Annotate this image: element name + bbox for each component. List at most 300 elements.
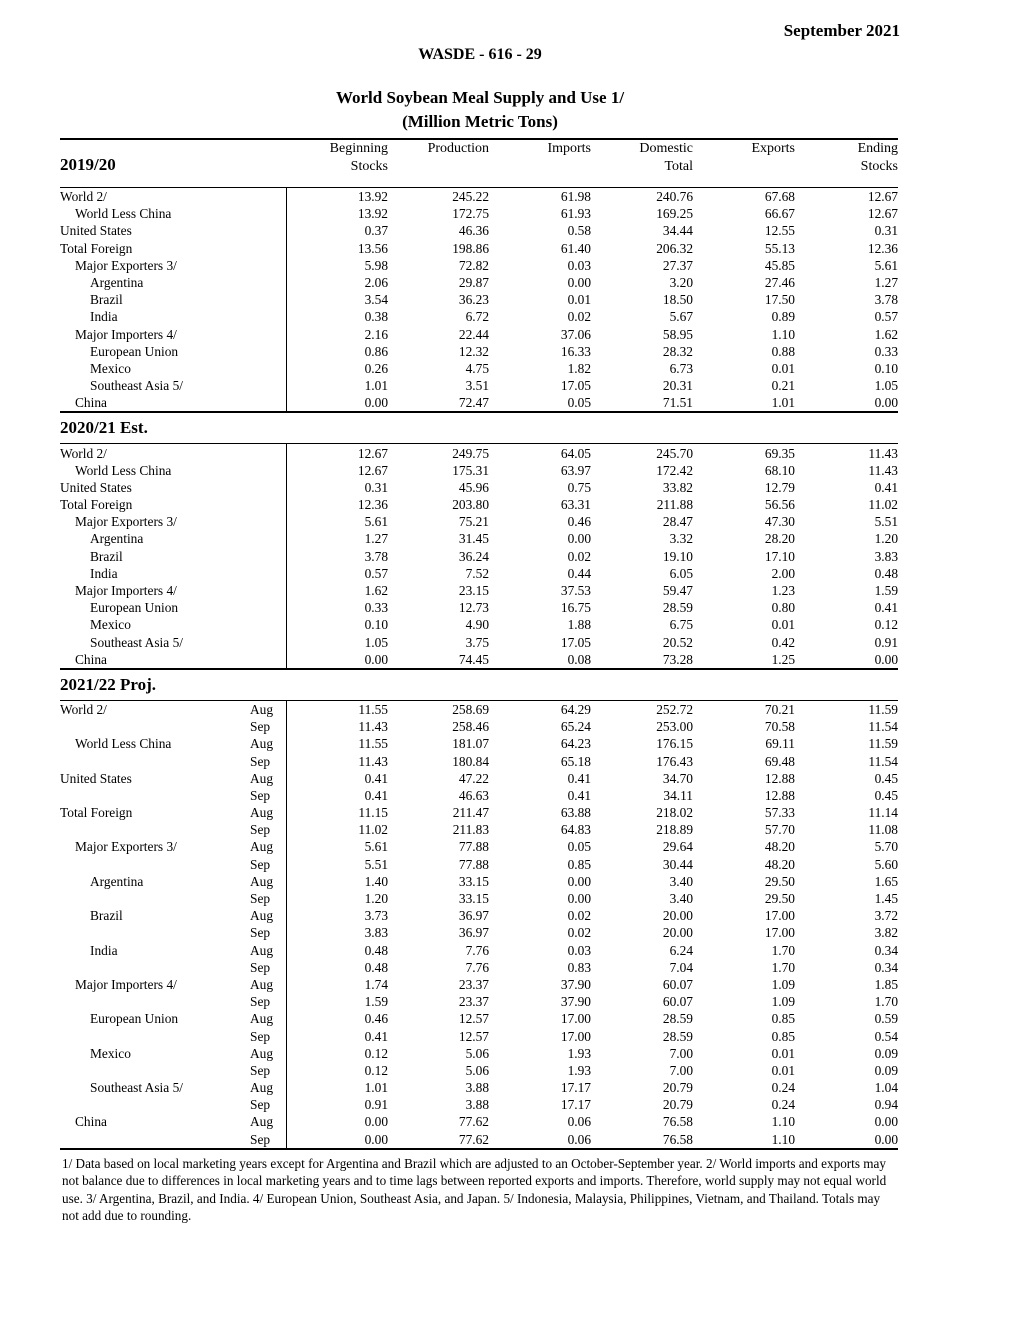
row-month [248, 394, 286, 412]
row-label: European Union [90, 600, 179, 616]
row-label: Major Exporters 3/ [75, 839, 177, 855]
row-label: Brazil [90, 548, 123, 564]
value-cell: 0.80 [771, 600, 796, 616]
row-month [248, 496, 286, 513]
value-cell: 0.57 [286, 565, 388, 582]
row-month [248, 188, 286, 206]
value-cell: 0.41 [286, 770, 388, 787]
value-cell: 0.00 [567, 275, 592, 291]
value-cell: 55.13 [764, 240, 796, 256]
row-month [248, 326, 286, 343]
table-row [60, 752, 898, 769]
row-month: Aug [250, 1011, 274, 1027]
value-cell: 0.45 [874, 787, 899, 803]
table-row [60, 924, 898, 941]
value-cell: 23.37 [458, 994, 490, 1010]
value-cell: 1.70 [771, 959, 796, 975]
row-label: Brazil [90, 292, 123, 308]
value-cell: 77.88 [458, 839, 490, 855]
value-cell: 0.54 [874, 1028, 899, 1044]
value-cell: 64.23 [560, 736, 592, 752]
row-label: Mexico [90, 360, 131, 376]
value-cell: 7.76 [465, 959, 490, 975]
value-cell: 1.74 [286, 976, 388, 993]
value-cell: 75.21 [458, 514, 490, 530]
row-label: India [90, 942, 118, 958]
row-month: Sep [250, 925, 271, 941]
value-cell: 22.44 [458, 326, 490, 342]
column-header [591, 140, 693, 188]
table-row [60, 360, 898, 377]
value-cell: 218.02 [656, 805, 694, 821]
value-cell: 12.67 [286, 462, 388, 479]
value-cell: 34.11 [663, 787, 694, 803]
value-cell: 46.63 [458, 787, 490, 803]
value-cell: 12.79 [764, 479, 796, 495]
value-cell: 17.10 [764, 548, 796, 564]
table-row [60, 1113, 898, 1130]
row-label: World 2/ [60, 700, 248, 718]
value-cell: 1.45 [874, 891, 899, 907]
row-label: Major Exporters 3/ [75, 257, 177, 273]
value-cell: 59.47 [662, 583, 694, 599]
row-month [248, 222, 286, 239]
table-row [60, 1027, 898, 1044]
value-cell: 11.54 [868, 719, 899, 735]
value-cell: 11.08 [868, 822, 899, 838]
value-cell: 28.32 [662, 343, 694, 359]
value-cell: 7.00 [669, 1062, 694, 1078]
value-cell: 11.54 [868, 753, 899, 769]
row-label: United States [60, 770, 132, 786]
value-cell: 33.82 [662, 479, 694, 495]
row-label: Mexico [90, 1045, 131, 1061]
table-row [60, 1010, 898, 1027]
row-label: Total Foreign [60, 497, 133, 513]
value-cell: 0.41 [567, 770, 592, 786]
value-cell: 36.97 [458, 908, 490, 924]
value-cell: 69.35 [693, 444, 795, 462]
value-cell: 77.62 [458, 1114, 490, 1130]
value-cell: 0.41 [874, 479, 899, 495]
table-row [60, 821, 898, 838]
table-row [60, 308, 898, 325]
value-cell: 61.40 [560, 240, 592, 256]
value-cell: 3.83 [874, 548, 899, 564]
column-header [489, 140, 591, 188]
value-cell: 76.58 [662, 1114, 694, 1130]
row-month: Aug [250, 1080, 274, 1096]
value-cell: 29.87 [458, 275, 490, 291]
table-row [60, 856, 898, 873]
title-line-2: (Million Metric Tons) [402, 112, 558, 131]
value-cell: 20.79 [662, 1080, 694, 1096]
value-cell: 60.07 [662, 976, 694, 992]
value-cell: 56.56 [764, 497, 796, 513]
row-month [248, 377, 286, 394]
table-row [60, 188, 898, 206]
table-row [60, 326, 898, 343]
value-cell: 16.33 [560, 343, 592, 359]
table-row [60, 787, 898, 804]
value-cell: 77.88 [458, 856, 490, 872]
value-cell: 48.20 [764, 856, 796, 872]
value-cell: 11.43 [868, 462, 899, 478]
value-cell: 28.59 [662, 1011, 694, 1027]
value-cell: 3.83 [286, 924, 388, 941]
table-row [60, 205, 898, 222]
row-label: United States [60, 223, 132, 239]
value-cell: 0.94 [874, 1097, 899, 1113]
table-row [60, 548, 898, 565]
title-line-1: World Soybean Meal Supply and Use 1/ [335, 88, 625, 107]
value-cell: 5.51 [286, 856, 388, 873]
value-cell: 28.47 [662, 514, 694, 530]
value-cell: 37.90 [560, 994, 592, 1010]
value-cell: 19.10 [662, 548, 694, 564]
value-cell: 258.69 [388, 700, 489, 718]
value-cell: 17.00 [560, 1011, 592, 1027]
row-month [248, 651, 286, 669]
row-month [248, 343, 286, 360]
row-label: India [90, 309, 118, 325]
value-cell: 2.00 [771, 565, 796, 581]
table-row [60, 942, 898, 959]
row-month [248, 360, 286, 377]
value-cell: 37.53 [560, 583, 592, 599]
value-cell: 57.33 [764, 805, 796, 821]
value-cell: 0.31 [286, 479, 388, 496]
row-month [248, 444, 286, 462]
value-cell: 252.72 [591, 700, 693, 718]
value-cell: 245.70 [591, 444, 693, 462]
value-cell: 5.61 [874, 257, 899, 273]
value-cell: 211.88 [656, 497, 694, 513]
value-cell: 0.02 [567, 309, 592, 325]
row-label [60, 1062, 248, 1079]
table-row [60, 770, 898, 787]
row-month: Aug [250, 839, 274, 855]
column-header-line: Total [664, 159, 694, 174]
column-header [388, 140, 489, 188]
row-label: Major Importers 4/ [75, 976, 177, 992]
value-cell: 3.40 [669, 891, 694, 907]
table-row [60, 462, 898, 479]
row-month: Sep [250, 1028, 271, 1044]
value-cell: 17.05 [560, 634, 592, 650]
table-row [60, 616, 898, 633]
row-month [248, 582, 286, 599]
row-label: Southeast Asia 5/ [90, 378, 183, 394]
value-cell: 0.85 [771, 1028, 796, 1044]
value-cell: 1.65 [874, 873, 899, 889]
row-label [60, 856, 248, 873]
table-row [60, 257, 898, 274]
value-cell: 0.58 [567, 223, 592, 239]
value-cell: 28.59 [662, 1028, 694, 1044]
value-cell: 0.34 [874, 942, 899, 958]
value-cell: 11.02 [286, 821, 388, 838]
value-cell: 1.23 [771, 583, 796, 599]
value-cell: 71.51 [591, 394, 693, 412]
column-header-line: Domestic [639, 141, 694, 156]
section-header-row [60, 412, 898, 444]
value-cell: 61.98 [489, 188, 591, 206]
value-cell: 20.31 [662, 378, 694, 394]
report-date: September 2021 [783, 21, 900, 40]
value-cell: 7.76 [465, 942, 490, 958]
row-month [248, 513, 286, 530]
row-month: Sep [250, 719, 271, 735]
value-cell: 0.42 [771, 634, 796, 650]
value-cell: 0.89 [771, 309, 796, 325]
value-cell: 7.52 [465, 565, 490, 581]
value-cell: 5.06 [465, 1062, 490, 1078]
value-cell: 0.91 [286, 1096, 388, 1113]
value-cell: 1.62 [286, 582, 388, 599]
table-row [60, 651, 898, 669]
row-month: Aug [248, 700, 286, 718]
table-row [60, 444, 898, 462]
table-row [60, 240, 898, 257]
value-cell: 0.26 [286, 360, 388, 377]
value-cell: 6.73 [669, 360, 694, 376]
row-month: Aug [250, 736, 274, 752]
column-header-line: Beginning [329, 141, 389, 156]
value-cell: 69.48 [764, 753, 796, 769]
value-cell: 16.75 [560, 600, 592, 616]
value-cell: 36.97 [458, 925, 490, 941]
column-header [795, 140, 898, 188]
value-cell: 1.62 [874, 326, 899, 342]
value-cell: 3.32 [669, 531, 694, 547]
value-cell: 0.24 [771, 1080, 796, 1096]
value-cell: 11.14 [868, 805, 899, 821]
value-cell: 0.24 [771, 1097, 796, 1113]
value-cell: 12.57 [458, 1011, 490, 1027]
table-row [60, 565, 898, 582]
value-cell: 1.93 [567, 1062, 592, 1078]
value-cell: 0.06 [489, 1131, 591, 1149]
table-row [60, 959, 898, 976]
value-cell: 12.32 [458, 343, 490, 359]
value-cell: 0.01 [771, 1045, 796, 1061]
value-cell: 0.05 [489, 394, 591, 412]
table-body [60, 140, 898, 1149]
value-cell: 1.01 [286, 1079, 388, 1096]
row-month: Aug [250, 1045, 274, 1061]
value-cell: 13.56 [286, 240, 388, 257]
row-label: China [60, 651, 248, 669]
row-month: Sep [250, 994, 271, 1010]
value-cell: 27.37 [662, 257, 694, 273]
value-cell: 47.22 [458, 770, 490, 786]
value-cell: 218.89 [656, 822, 694, 838]
value-cell: 1.10 [693, 1131, 795, 1149]
value-cell: 5.67 [669, 309, 694, 325]
value-cell: 1.93 [567, 1045, 592, 1061]
value-cell: 0.33 [286, 599, 388, 616]
value-cell: 0.48 [286, 959, 388, 976]
row-label [60, 1131, 248, 1149]
row-month: Sep [250, 959, 271, 975]
value-cell: 37.90 [560, 976, 592, 992]
value-cell: 0.12 [286, 1045, 388, 1062]
value-cell: 2.16 [286, 326, 388, 343]
value-cell: 0.88 [771, 343, 796, 359]
row-month: Sep [248, 1131, 286, 1149]
value-cell: 240.76 [591, 188, 693, 206]
value-cell: 1.40 [286, 873, 388, 890]
row-month: Sep [250, 1062, 271, 1078]
value-cell: 0.00 [286, 1131, 388, 1149]
value-cell: 64.29 [489, 700, 591, 718]
value-cell: 258.46 [452, 719, 490, 735]
row-label: World Less China [75, 206, 172, 222]
value-cell: 0.00 [286, 651, 388, 669]
value-cell: 0.86 [286, 343, 388, 360]
value-cell: 0.00 [795, 1131, 898, 1149]
value-cell: 6.72 [465, 309, 490, 325]
value-cell: 72.82 [458, 257, 490, 273]
row-month: Aug [250, 873, 274, 889]
value-cell: 1.09 [771, 994, 796, 1010]
row-label: Southeast Asia 5/ [90, 634, 183, 650]
value-cell: 211.83 [452, 822, 490, 838]
table-row [60, 718, 898, 735]
value-cell: 70.58 [764, 719, 796, 735]
row-label: Major Importers 4/ [75, 326, 177, 342]
value-cell: 1.25 [693, 651, 795, 669]
value-cell: 2.06 [286, 274, 388, 291]
value-cell: 29.64 [662, 839, 694, 855]
value-cell: 203.80 [452, 497, 490, 513]
value-cell: 245.22 [388, 188, 489, 206]
value-cell: 11.43 [286, 752, 388, 769]
value-cell: 0.75 [567, 479, 592, 495]
value-cell: 11.59 [795, 700, 898, 718]
row-label: Total Foreign [60, 805, 133, 821]
row-label: Argentina [90, 873, 144, 889]
value-cell: 1.20 [874, 531, 899, 547]
value-cell: 4.75 [465, 360, 490, 376]
row-label: World Less China [75, 462, 172, 478]
value-cell: 0.00 [286, 1113, 388, 1130]
value-cell: 3.75 [465, 634, 490, 650]
value-cell: 64.05 [489, 444, 591, 462]
value-cell: 0.91 [874, 634, 899, 650]
table-row [60, 700, 898, 718]
row-label: Argentina [90, 275, 144, 291]
row-label: Total Foreign [60, 240, 133, 256]
value-cell: 3.54 [286, 291, 388, 308]
value-cell: 172.42 [656, 462, 694, 478]
row-month [248, 462, 286, 479]
row-label: India [90, 565, 118, 581]
value-cell: 17.17 [560, 1097, 592, 1113]
value-cell: 0.01 [771, 617, 796, 633]
value-cell: 175.31 [452, 462, 490, 478]
row-label [60, 924, 248, 941]
value-cell: 1.01 [693, 394, 795, 412]
value-cell: 1.20 [286, 890, 388, 907]
row-month: Aug [250, 976, 274, 992]
section-year: 2019/20 [60, 140, 286, 188]
value-cell: 63.88 [560, 805, 592, 821]
value-cell: 7.04 [669, 959, 694, 975]
value-cell: 5.51 [874, 514, 899, 530]
row-label [60, 959, 248, 976]
value-cell: 63.31 [560, 497, 592, 513]
value-cell: 12.73 [458, 600, 490, 616]
value-cell: 4.90 [465, 617, 490, 633]
row-label: China [75, 1114, 107, 1130]
value-cell: 0.21 [771, 378, 796, 394]
value-cell: 29.50 [764, 891, 796, 907]
value-cell: 57.70 [764, 822, 796, 838]
column-header-line: Production [427, 141, 490, 156]
value-cell: 1.05 [874, 378, 899, 394]
value-cell: 12.36 [286, 496, 388, 513]
row-label [60, 890, 248, 907]
value-cell: 249.75 [388, 444, 489, 462]
value-cell: 76.58 [591, 1131, 693, 1149]
row-month [248, 240, 286, 257]
row-month: Aug [250, 908, 274, 924]
footnote: 1/ Data based on local marketing years except for Argentina and Brazil which are adjusted to an October-September year. 2/ World imports and exports may not balance due to differences in local marketing years and to time lags between reported exports and imports. Therefore, world supply may not equal world use. 3/ Argentina, Brazil, and India. 4/ European Union, Southeast Asia, and Japan. 5/ Indonesia, Malaysia, Philippines, Vietnam, and Thailand. Totals may not add due to rounding. [62, 1156, 887, 1223]
value-cell: 3.88 [465, 1080, 490, 1096]
value-cell: 1.05 [286, 634, 388, 651]
row-month [248, 530, 286, 547]
value-cell: 3.88 [465, 1097, 490, 1113]
value-cell: 0.06 [567, 1114, 592, 1130]
value-cell: 1.09 [771, 976, 796, 992]
value-cell: 0.46 [567, 514, 592, 530]
value-cell: 17.50 [764, 292, 796, 308]
value-cell: 48.20 [764, 839, 796, 855]
value-cell: 1.82 [567, 360, 592, 376]
value-cell: 172.75 [452, 206, 490, 222]
value-cell: 77.62 [388, 1131, 489, 1149]
value-cell: 11.55 [286, 735, 388, 752]
value-cell: 0.00 [874, 1114, 899, 1130]
table-row [60, 907, 898, 924]
row-month: Sep [250, 822, 271, 838]
value-cell: 0.41 [286, 1027, 388, 1044]
value-cell: 20.00 [662, 908, 694, 924]
value-cell: 61.93 [560, 206, 592, 222]
row-month: Aug [250, 1114, 274, 1130]
table-row [60, 804, 898, 821]
value-cell: 176.43 [656, 753, 694, 769]
value-cell: 0.37 [286, 222, 388, 239]
value-cell: 47.30 [764, 514, 796, 530]
value-cell: 1.59 [874, 583, 899, 599]
value-cell: 34.44 [662, 223, 694, 239]
value-cell: 1.01 [286, 377, 388, 394]
value-cell: 1.59 [286, 993, 388, 1010]
value-cell: 0.03 [567, 942, 592, 958]
value-cell: 0.03 [567, 257, 592, 273]
table-row [60, 1096, 898, 1113]
value-cell: 5.06 [465, 1045, 490, 1061]
value-cell: 72.47 [388, 394, 489, 412]
value-cell: 0.33 [874, 343, 899, 359]
value-cell: 0.10 [874, 360, 899, 376]
row-month [248, 599, 286, 616]
value-cell: 12.88 [764, 770, 796, 786]
value-cell: 11.43 [286, 718, 388, 735]
